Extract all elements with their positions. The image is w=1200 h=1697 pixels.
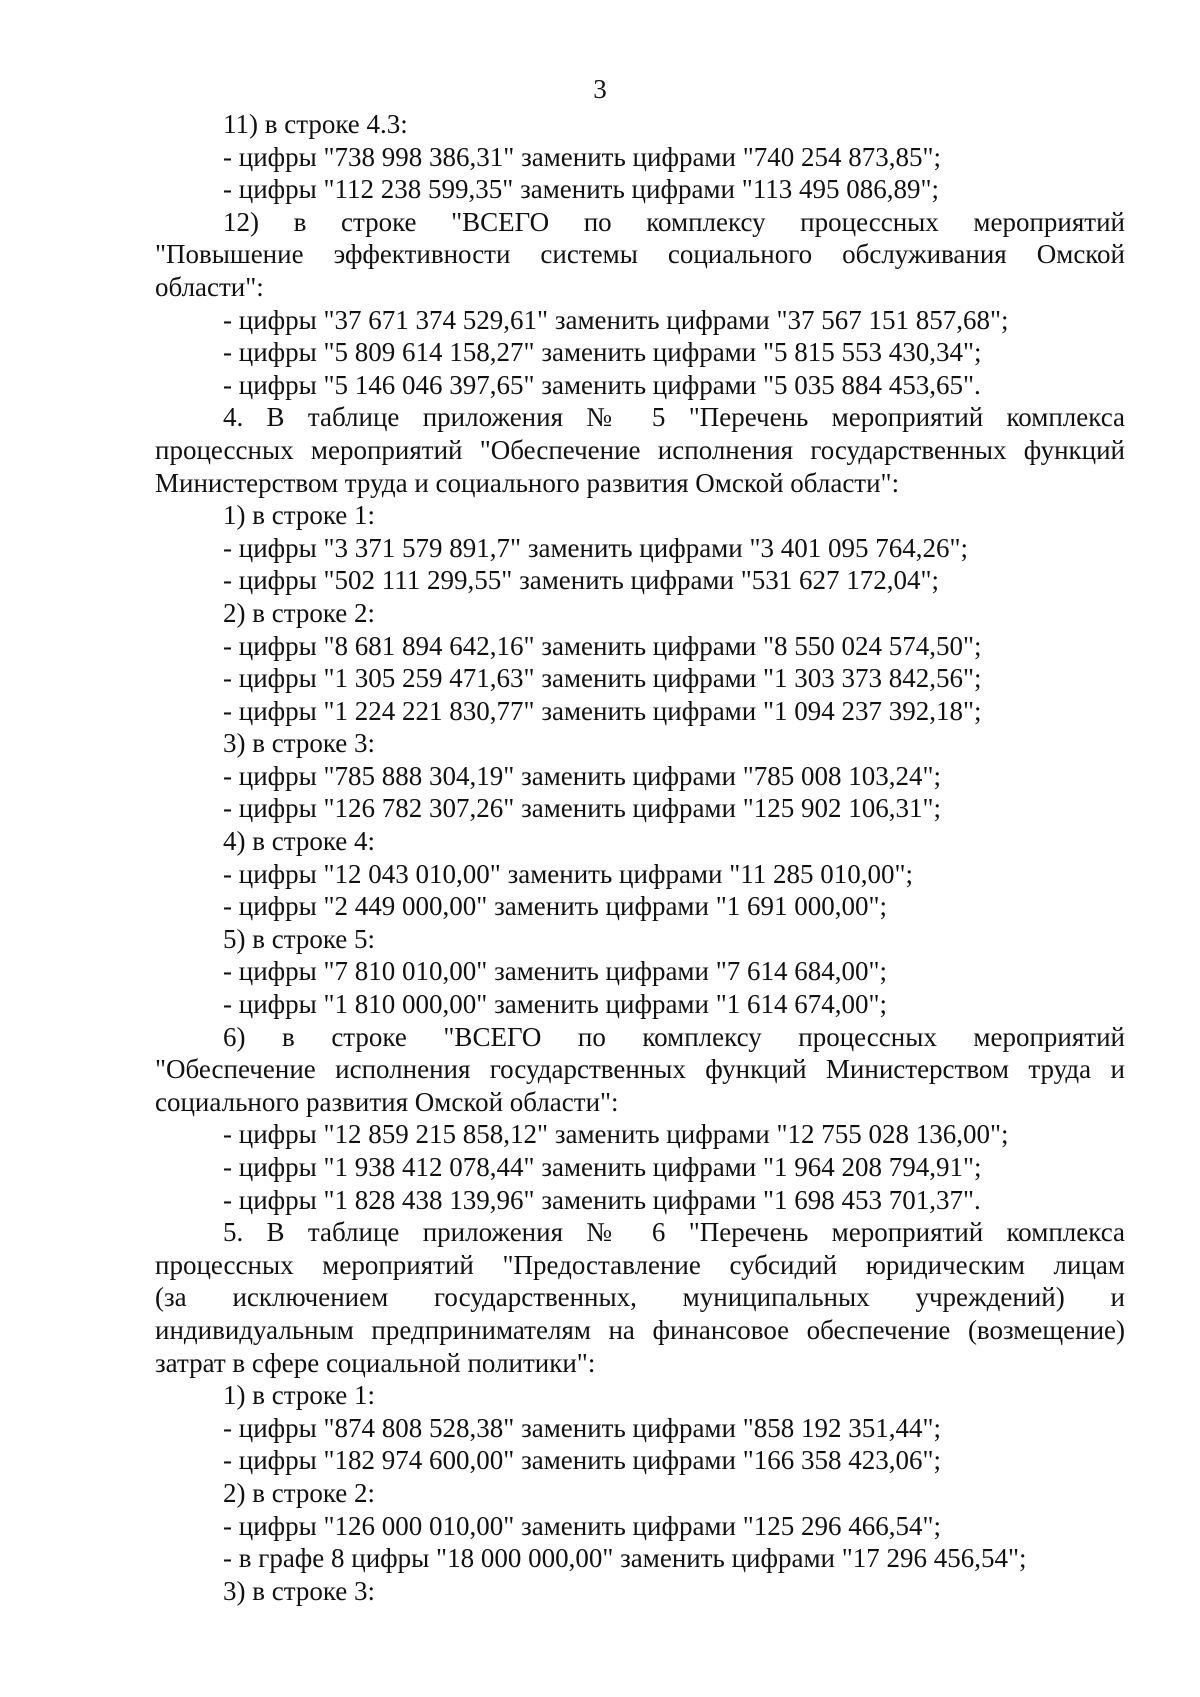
text-line: 3) в строке 3: — [223, 728, 376, 759]
text-line: - цифры "785 888 304,19" заменить цифрами "785 008 103,24"; — [223, 760, 942, 791]
text-line: - цифры "3 371 579 891,7" заменить цифрами "3 401 095 764,26"; — [223, 532, 969, 563]
text-line: - цифры "126 782 307,26" заменить цифрами "125 902 106,31"; — [223, 793, 942, 824]
text-line: социального развития Омской области": — [155, 1086, 619, 1117]
text-line: - цифры "37 671 374 529,61" заменить цифрами "37 567 151 857,68"; — [223, 304, 1009, 335]
text-line: индивидуальным предпринимателям на финансовое обеспечение (возмещение) — [155, 1314, 1125, 1345]
text-line: 3) в строке 3: — [223, 1575, 376, 1606]
text-line: 5. В таблице приложения № 6 "Перечень мероприятий комплекса — [223, 1217, 1125, 1248]
text-line: области": — [155, 271, 264, 302]
text-line: - цифры "1 305 259 471,63" заменить цифрами "1 303 373 842,56"; — [223, 663, 982, 694]
text-line: 4. В таблице приложения № 5 "Перечень мероприятий комплекса — [223, 402, 1125, 433]
text-line: - цифры "738 998 386,31" заменить цифрами "740 254 873,85"; — [223, 141, 942, 172]
text-line: - цифры "126 000 010,00" заменить цифрами "125 296 466,54"; — [223, 1510, 942, 1541]
text-line: - цифры "1 938 412 078,44" заменить цифрами "1 964 208 794,91"; — [223, 1152, 982, 1182]
text-line: - цифры "5 809 614 158,27" заменить цифрами "5 815 553 430,34"; — [223, 337, 982, 368]
text-line: - цифры "182 974 600,00" заменить цифрами "166 358 423,06"; — [223, 1445, 942, 1476]
text-line: - цифры "8 681 894 642,16" заменить цифрами "8 550 024 574,50"; — [223, 630, 982, 661]
text-line: - цифры "502 111 299,55" заменить цифрами "531 627 172,04"; — [223, 565, 940, 596]
text-line: "Повышение эффективности системы социального обслуживания Омской — [155, 239, 1125, 270]
text-line: - цифры "1 828 438 139,96" заменить цифрами "1 698 453 701,37". — [223, 1184, 981, 1215]
text-line: Министерством труда и социального развития Омской области": — [155, 467, 900, 498]
text-line: затрат в сфере социальной политики": — [155, 1347, 596, 1378]
text-line: - цифры "12 043 010,00" заменить цифрами "11 285 010,00"; — [223, 858, 914, 889]
page-number: 3 — [593, 74, 607, 104]
text-line: "Обеспечение исполнения государственных функций Министерством труда и — [155, 1054, 1125, 1085]
document-body — [155, 108, 1125, 1607]
text-line: 5) в строке 5: — [223, 923, 376, 954]
text-line: 4) в строке 4: — [223, 826, 376, 857]
text-line: 12) в строке "ВСЕГО по комплексу процессных мероприятий — [223, 206, 1125, 237]
text-line: (за исключением государственных, муниципальных учреждений) и — [155, 1282, 1125, 1313]
text-line: - в графе 8 цифры "18 000 000,00" заменить цифрами "17 296 456,54"; — [223, 1543, 1027, 1574]
text-line: 1) в строке 1: — [223, 1380, 376, 1411]
text-line: - цифры "1 810 000,00" заменить цифрами "1 614 674,00"; — [223, 989, 888, 1020]
text-line: 6) в строке "ВСЕГО по комплексу процессных мероприятий — [223, 1021, 1125, 1052]
text-line: - цифры "874 808 528,38" заменить цифрами "858 192 351,44"; — [223, 1412, 942, 1443]
text-line: 2) в строке 2: — [223, 597, 376, 628]
text-line: - цифры "112 238 599,35" заменить цифрами "113 495 086,89"; — [223, 174, 940, 205]
text-line: - цифры "5 146 046 397,65" заменить цифрами "5 035 884 453,65". — [223, 369, 981, 400]
text-line: 1) в строке 1: — [223, 500, 376, 531]
text-line: 11) в строке 4.3: — [223, 109, 408, 139]
text-line: 2) в строке 2: — [223, 1477, 376, 1508]
text-line: - цифры "1 224 221 830,77" заменить цифрами "1 094 237 392,18"; — [223, 695, 982, 726]
text-line: процессных мероприятий "Обеспечение исполнения государственных функций — [155, 434, 1125, 465]
text-line: - цифры "7 810 010,00" заменить цифрами "7 614 684,00"; — [223, 956, 888, 987]
text-line: процессных мероприятий "Предоставление субсидий юридическим лицам — [155, 1249, 1125, 1280]
text-line: - цифры "12 859 215 858,12" заменить цифрами "12 755 028 136,00"; — [223, 1119, 1009, 1150]
text-line: - цифры "2 449 000,00" заменить цифрами "1 691 000,00"; — [223, 891, 888, 922]
